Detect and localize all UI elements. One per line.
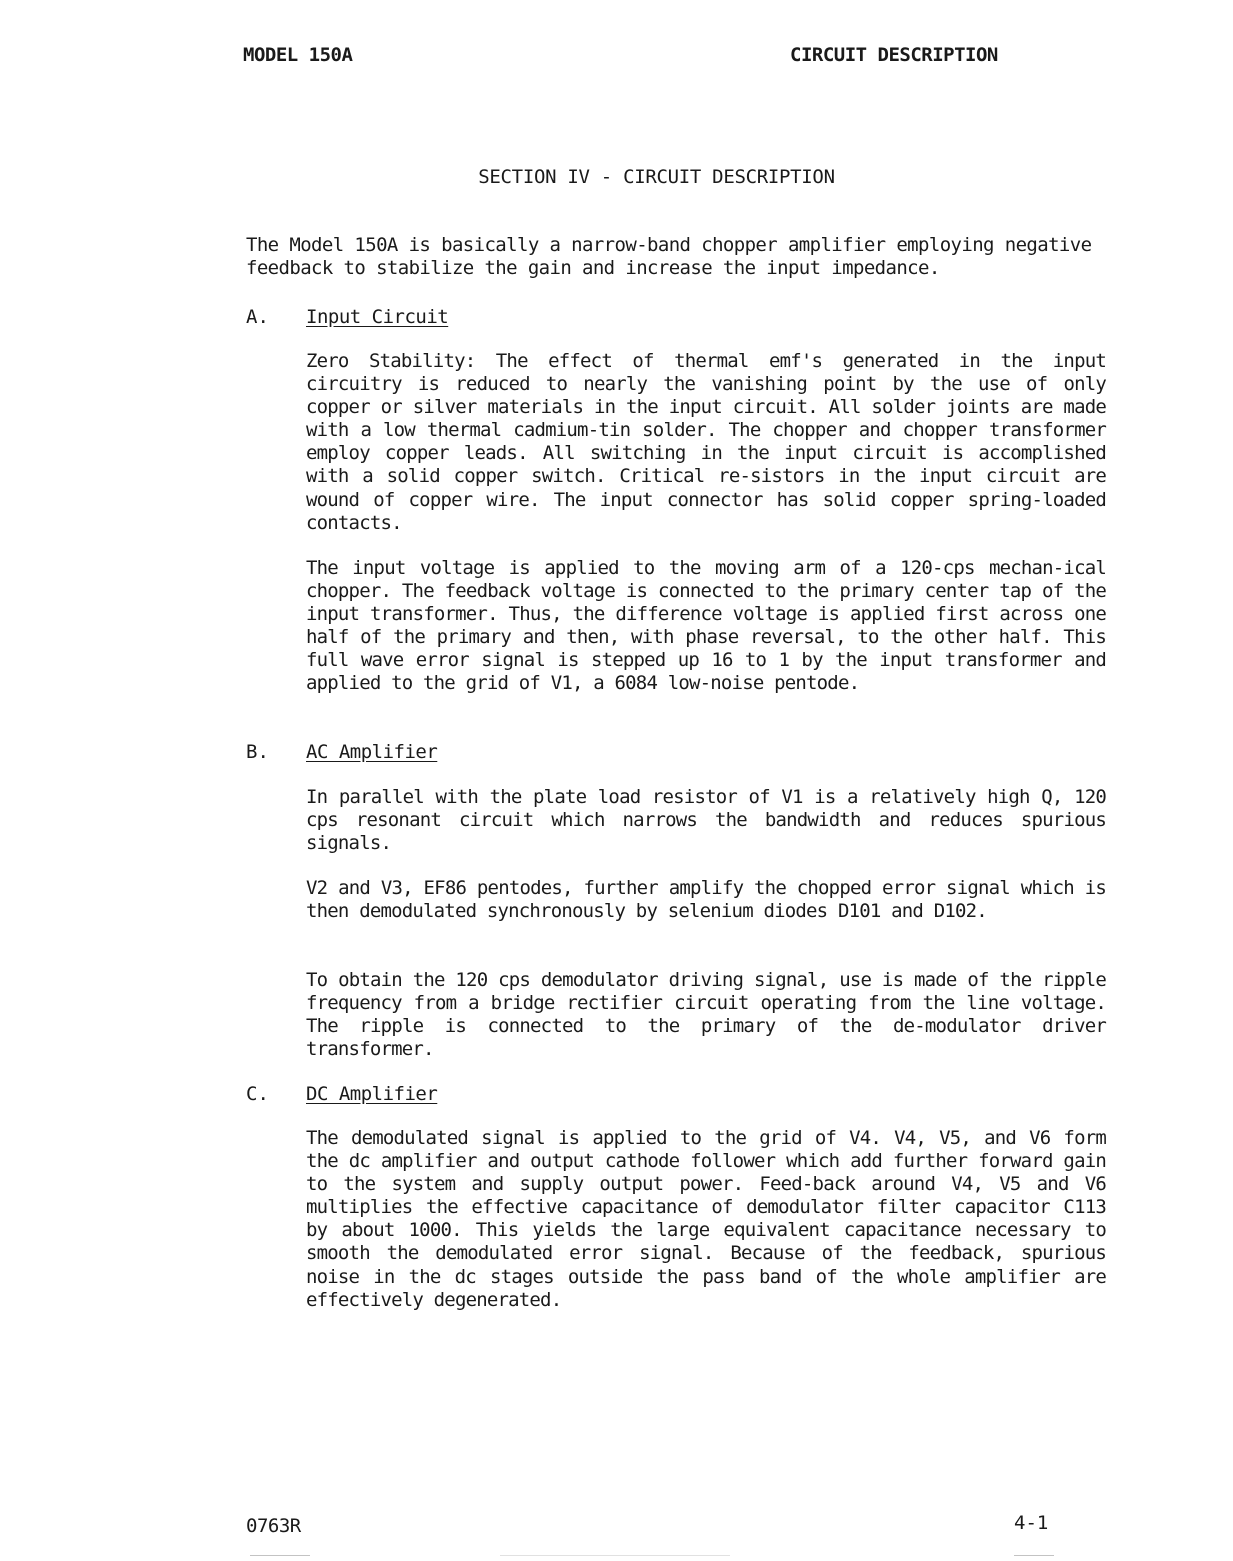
- header-model: MODEL 150A: [243, 44, 353, 66]
- section-a-letter: A.: [246, 306, 269, 328]
- footer-document-code: 0763R: [246, 1515, 301, 1537]
- section-b-paragraph-2: V2 and V3, EF86 pentodes, further amplify the chopped error signal which is then demodulated synchronously by selenium diodes D101 and D102.: [306, 877, 1106, 923]
- section-b-paragraph-1: In parallel with the plate load resistor of V1 is a relatively high Q, 120 cps resonant circuit which narrows the bandwidth and reduces spurious signals.: [306, 786, 1106, 855]
- section-c-heading: DC Amplifier: [306, 1083, 438, 1105]
- scan-artifact-line: [500, 1555, 730, 1556]
- section-a-paragraph-1: Zero Stability: The effect of thermal emf's generated in the input circuitry is reduced to nearly the vanishing point by the use of only copper or silver materials in the input circuit. All solder joints are made with a low thermal cadmium-tin solder. The chopper and chopper transformer employ copper leads. All switching in the input circuit is accomplished with a solid copper switch. Critical re-sistors in the input circuit are wound of copper wire. The input connector has solid copper spring-loaded contacts.: [306, 350, 1106, 534]
- section-c-letter: C.: [246, 1083, 269, 1105]
- section-a-heading: Input Circuit: [306, 306, 449, 328]
- header-section-name: CIRCUIT DESCRIPTION: [790, 44, 998, 66]
- scan-artifact-line: [250, 1555, 310, 1556]
- section-b-letter: B.: [246, 741, 269, 763]
- scan-artifact-line: [1014, 1555, 1054, 1556]
- section-b-heading: AC Amplifier: [306, 741, 438, 763]
- intro-paragraph: The Model 150A is basically a narrow-band chopper amplifier employing negative feedback to stabilize the gain and increase the input impedance.: [246, 234, 1092, 279]
- section-title: SECTION IV - CIRCUIT DESCRIPTION: [478, 166, 835, 188]
- section-a-paragraph-2: The input voltage is applied to the moving arm of a 120-cps mechan-ical chopper. The feedback voltage is connected to the primary center tap of the input transformer. Thus, the difference voltage is applied first across one half of the primary and then, with phase reversal, to the other half. This full wave error signal is stepped up 16 to 1 by the input transformer and applied to the grid of V1, a 6084 low-noise pentode.: [306, 557, 1106, 695]
- section-c-paragraph-1: The demodulated signal is applied to the grid of V4. V4, V5, and V6 form the dc amplifier and output cathode follower which add further forward gain to the system and supply output power. Feed-back around V4, V5 and V6 multiplies the effective capacitance of demodulator filter capacitor C113 by about 1000. This yields the large equivalent capacitance necessary to smooth the demodulated error signal. Because of the feedback, spurious noise in the dc stages outside the pass band of the whole amplifier are effectively degenerated.: [306, 1127, 1106, 1311]
- footer-page-number: 4-1: [1014, 1512, 1049, 1534]
- section-b-paragraph-3: To obtain the 120 cps demodulator driving signal, use is made of the ripple frequency from a bridge rectifier circuit operating from the line voltage. The ripple is connected to the primary of the de-modulator driver transformer.: [306, 969, 1106, 1061]
